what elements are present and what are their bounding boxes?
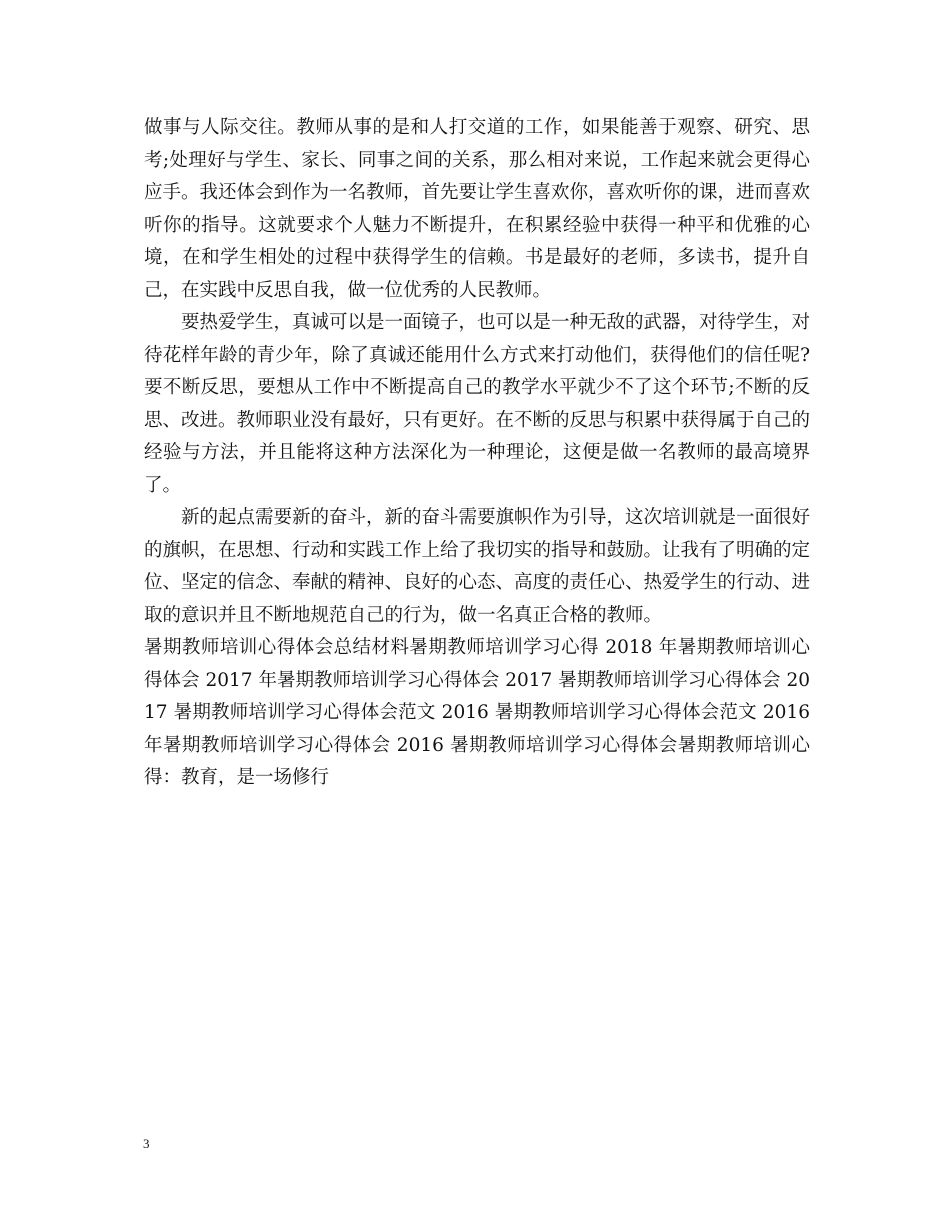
paragraph-love-students: 要热爱学生，真诚可以是一面镜子，也可以是一种无敌的武器，对待学生，对待花样年龄的青少年，除了真诚还能用什么方式来打动他们，获得他们的信任呢?要不断反思，要想从工作中不断提高自己的教学水平就少不了这个环节;不断的反思、改进。教师职业没有最好，只有更好。在不断的反思与积累中获得属于自己的经验与方法，并且能将这种方法深化为一种理论，这便是做一名教师的最高境界了。 [144,312,811,496]
paragraph-new-starting-point: 新的起点需要新的奋斗，新的奋斗需要旗帜作为引导，这次培训就是一面很好的旗帜，在思想、行动和实践工作上给了我切实的指导和鼓励。让我有了明确的定位、坚定的信念、奉献的精神、良好的心态、高度的责任心、热爱学生的行动、进取的意识并且不断地规范自己的行为，做一名真正合格的教师。 [144,507,811,626]
page-number: 3 [143,1136,150,1151]
document-body [144,112,810,795]
paragraph-continuation: 做事与人际交往。教师从事的是和人打交道的工作，如果能善于观察、研究、思考;处理好与学生、家长、同事之间的关系，那么相对来说，工作起来就会更得心应手。我还体会到作为一名教师，首先要让学生喜欢你，喜欢听你的课，进而喜欢听你的指导。这就要求个人魅力不断提升，在积累经验中获得一种平和优雅的心境，在和学生相处的过程中获得学生的信赖。书是最好的老师，多读书，提升自己，在实践中反思自我，做一位优秀的人民教师。 [144,117,811,301]
related-articles-text: 暑期教师培训心得体会总结材料暑期教师培训学习心得 2018 年暑期教师培训心得体会 2017 年暑期教师培训学习心得体会 2017 暑期教师培训学习心得体会 2017 暑期教师培训学习心得体会范文 2016 暑期教师培训学习心得体会范文 2016 年暑期教师培训学习心得体会 2016 暑期教师培训学习心得体会暑期教师培训心得：教育，是一场修行 [144,637,810,788]
